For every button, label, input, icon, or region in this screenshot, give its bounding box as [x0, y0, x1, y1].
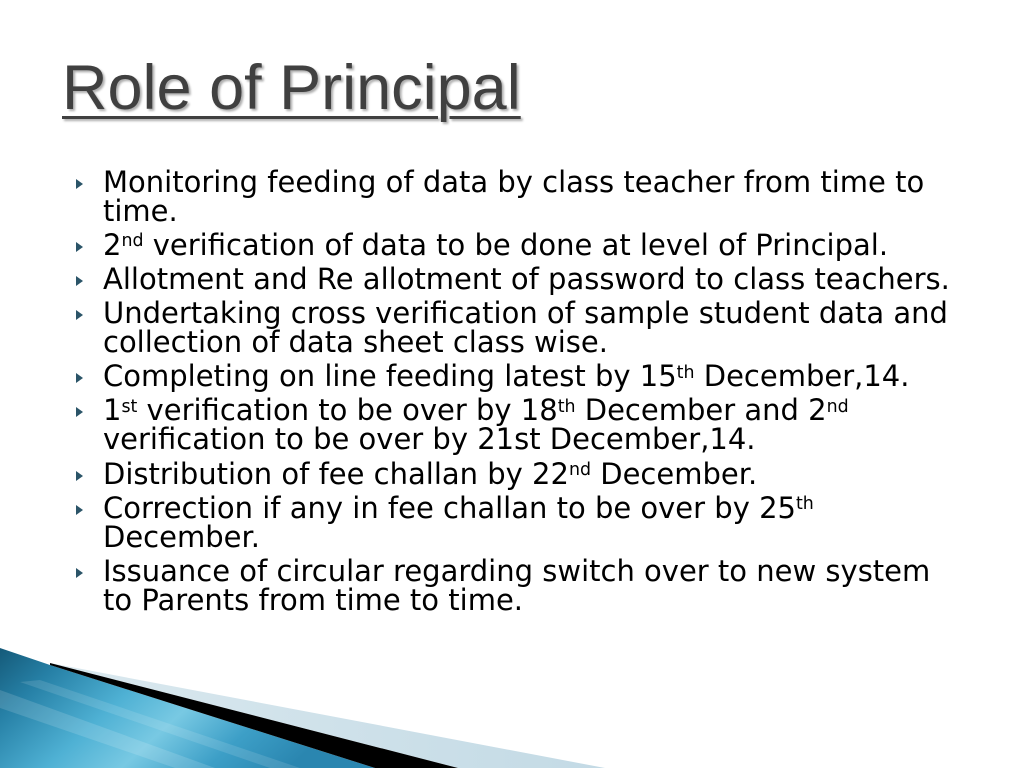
bullet-item — [103, 359, 950, 394]
bullet-line — [103, 422, 950, 457]
triangle-bullet-icon — [76, 373, 83, 383]
bullet-line — [103, 359, 950, 394]
triangle-bullet-icon — [76, 568, 83, 578]
bullet-line — [103, 490, 950, 525]
bullet-text: Issuance of circular regarding switch over to new system — [103, 553, 931, 588]
bullet-item — [103, 262, 950, 297]
bullet-line — [103, 262, 950, 297]
bullet-text: collection of data sheet class wise. — [103, 325, 608, 360]
bullet-text: December. — [103, 519, 260, 554]
bullet-line — [103, 325, 950, 360]
bullet-line — [103, 519, 950, 554]
bullet-text: Correction if any in fee challan to be over by 25 — [103, 490, 796, 525]
bullet-text: December,14. — [694, 359, 910, 394]
bullet-line — [103, 393, 950, 428]
triangle-bullet-icon — [76, 310, 83, 320]
bullet-line — [103, 165, 950, 199]
bullet-text: Distribution of fee challan by 22 — [103, 456, 569, 491]
bullet-text: verification to be over by 21st December,14. — [103, 422, 756, 457]
bullet-text: to Parents from time to time. — [103, 582, 524, 617]
triangle-bullet-icon — [76, 276, 83, 286]
bullet-text: time. — [103, 194, 178, 228]
bullet-text: December and 2 — [575, 393, 827, 428]
bullet-line — [103, 456, 950, 491]
bullet-item — [103, 228, 950, 263]
triangle-bullet-icon — [76, 407, 83, 417]
triangle-bullet-icon — [76, 242, 83, 252]
ordinal-superscript: th — [795, 493, 814, 514]
bullet-item — [103, 296, 950, 360]
ordinal-superscript: th — [676, 362, 695, 383]
bullet-text: 2 — [103, 228, 122, 263]
bullet-text: 1 — [103, 393, 122, 428]
bullet-line — [103, 553, 950, 588]
triangle-bullet-icon — [76, 471, 83, 481]
bullet-text: Monitoring feeding of data by class teacher from time to — [103, 165, 925, 199]
bullet-list — [103, 165, 950, 617]
bullet-item — [103, 393, 950, 457]
bullet-item — [103, 165, 950, 228]
bullet-text: Allotment and Re allotment of password to class teachers. — [103, 262, 950, 297]
slide-title: Role of Principal — [62, 53, 521, 123]
bullet-line — [103, 194, 950, 228]
bullet-text: December. — [591, 456, 758, 491]
bullet-text: Undertaking cross verification of sample student data and — [103, 296, 948, 331]
triangle-bullet-icon — [76, 505, 83, 515]
bullet-text: Completing on line feeding latest by 15 — [103, 359, 677, 394]
ordinal-superscript: nd — [568, 459, 592, 480]
triangle-bullet-icon — [76, 179, 83, 189]
ordinal-superscript: nd — [121, 231, 144, 252]
bullet-line — [103, 296, 950, 331]
bullet-item — [103, 553, 950, 617]
bullet-item — [103, 490, 950, 554]
bullet-text: verification to be over by 18 — [137, 393, 558, 428]
bullet-text: verification of data to be done at level of Principal. — [143, 228, 889, 263]
corner-swoosh-graphic — [0, 640, 1024, 768]
bullet-item — [103, 456, 950, 491]
ordinal-superscript: th — [557, 396, 576, 417]
ordinal-superscript: nd — [826, 396, 849, 417]
ordinal-superscript: st — [121, 396, 138, 417]
bullet-line — [103, 582, 950, 617]
bullet-line — [103, 228, 950, 263]
